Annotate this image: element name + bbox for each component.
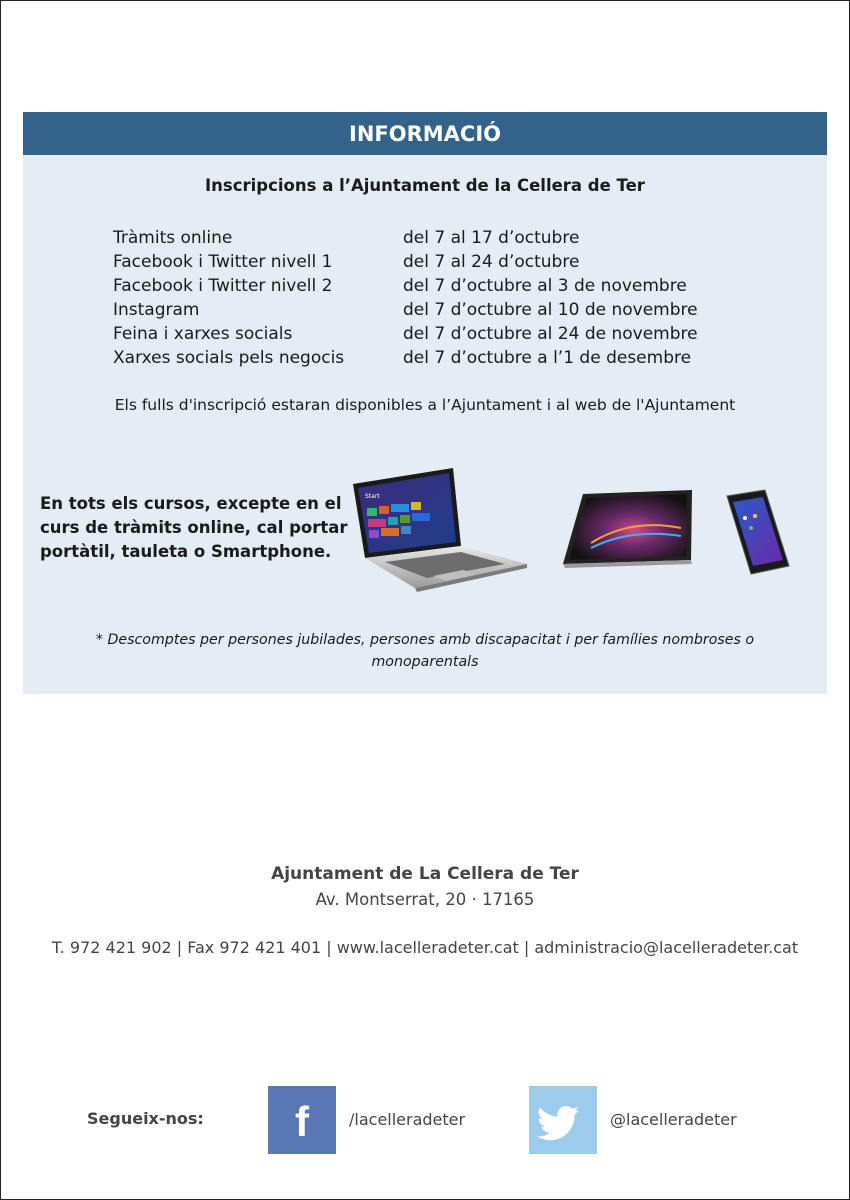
course-name: Feina i xarxes socials	[113, 324, 293, 344]
twitter-button[interactable]	[529, 1086, 597, 1154]
footer-organization: Ajuntament de La Cellera de Ter	[271, 864, 579, 884]
course-name: Instagram	[113, 300, 200, 320]
course-dates: del 7 d’octubre a l’1 de desembre	[403, 348, 692, 368]
discounts-note: * Descomptes per persones jubilades, persones amb discapacitat i per famílies nombroses o monoparentals	[95, 632, 755, 670]
facebook-icon	[268, 1086, 336, 1154]
footer-contact: T. 972 421 902 | Fax 972 421 401 | www.lacelleradeter.cat | administracio@lacelleradeter.cat	[51, 938, 799, 957]
schedule-row	[113, 346, 793, 370]
schedule-row	[113, 322, 793, 346]
availability-note: Els fulls d'inscripció estaran disponibles a l’Ajuntament i al web de l'Ajuntament	[114, 396, 736, 414]
schedule-row	[113, 250, 793, 274]
twitter-bird-icon	[529, 1086, 597, 1154]
laptop-screen-start-text: Start	[365, 493, 380, 500]
laptop-icon	[345, 464, 529, 592]
course-dates: del 7 al 17 d’octubre	[403, 228, 580, 248]
facebook-handle-link[interactable]: /lacelleradeter	[349, 1110, 466, 1129]
course-name: Tràmits online	[113, 228, 233, 248]
course-dates: del 7 d’octubre al 24 de novembre	[403, 324, 698, 344]
info-header: INFORMACIÓ	[23, 112, 827, 155]
twitter-handle-link[interactable]: @lacelleradeter	[610, 1110, 737, 1129]
info-panel	[23, 112, 827, 694]
follow-label: Segueix-nos:	[87, 1109, 204, 1128]
schedule-list	[113, 226, 793, 370]
course-dates: del 7 al 24 d’octubre	[403, 252, 580, 272]
schedule-row	[113, 274, 793, 298]
facebook-button[interactable]	[268, 1086, 336, 1154]
schedule-row	[113, 298, 793, 322]
tablet-icon	[561, 488, 696, 578]
smartphone-icon	[725, 488, 793, 578]
course-name: Facebook i Twitter nivell 2	[113, 276, 333, 296]
course-name: Facebook i Twitter nivell 1	[113, 252, 333, 272]
course-dates: del 7 d’octubre al 10 de novembre	[403, 300, 698, 320]
devices-note: En tots els cursos, excepte en el curs de tràmits online, cal portar portàtil, tauleta o Smartphone.	[40, 494, 348, 561]
schedule-row	[113, 226, 793, 250]
footer-address: Av. Montserrat, 20 · 17165	[315, 890, 535, 909]
facebook-glyph: f	[295, 1098, 309, 1145]
course-dates: del 7 d’octubre al 3 de novembre	[403, 276, 687, 296]
info-subtitle: Inscripcions a l’Ajuntament de la Cellera de Ter	[205, 176, 645, 195]
course-name: Xarxes socials pels negocis	[113, 348, 345, 368]
